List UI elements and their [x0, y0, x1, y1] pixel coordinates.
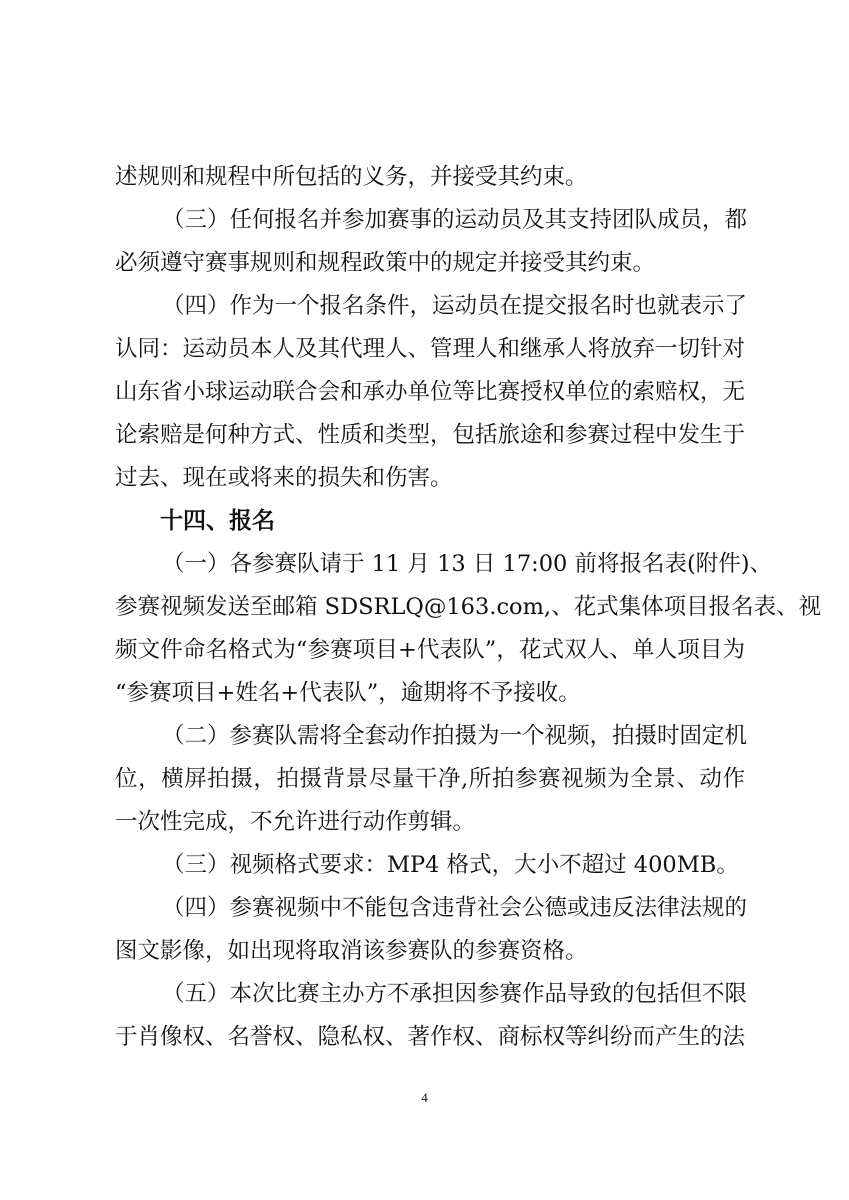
- paragraph-line: （三）任何报名并参加赛事的运动员及其支持团队成员，都: [162, 207, 748, 233]
- paragraph-line: （一）各参赛队请于 11 月 13 日 17:00 前将报名表(附件)、: [162, 551, 773, 577]
- paragraph-line: 过去、现在或将来的损失和伤害。: [115, 465, 453, 491]
- paragraph-line: （四）作为一个报名条件，运动员在提交报名时也就表示了: [162, 293, 748, 319]
- paragraph-line: 认同：运动员本人及其代理人、管理人和继承人将放弃一切针对: [115, 336, 746, 362]
- paragraph-line: 频文件命名格式为“参赛项目+代表队”，花式双人、单人项目为: [115, 637, 745, 663]
- page-number: 4: [421, 1090, 428, 1105]
- paragraph-line: 图文影像，如出现将取消该参赛队的参赛资格。: [115, 938, 588, 964]
- paragraph-line: 山东省小球运动联合会和承办单位等比赛授权单位的索赔权，无: [115, 379, 746, 405]
- paragraph-line: 必须遵守赛事规则和规程政策中的规定并接受其约束。: [115, 250, 656, 276]
- paragraph-line: 位，横屏拍摄，拍摄背景尽量干净,所拍参赛视频为全景、动作: [115, 766, 745, 792]
- paragraph-line: 于肖像权、名誉权、隐私权、著作权、商标权等纠纷而产生的法: [115, 1024, 746, 1050]
- paragraph-line: 一次性完成，不允许进行动作剪辑。: [115, 809, 476, 835]
- paragraph-line: （四）参赛视频中不能包含违背社会公德或违反法律法规的: [162, 895, 748, 921]
- paragraph-line: 参赛视频发送至邮箱 SDSRLQ@163.com,、花式集体项目报名表、视: [115, 594, 822, 620]
- paragraph-line: 述规则和规程中所包括的义务，并接受其约束。: [115, 164, 588, 190]
- paragraph-line: “参赛项目+姓名+代表队”，逾期将不予接收。: [115, 680, 581, 706]
- paragraph-line: （三）视频格式要求：MP4 格式，大小不超过 400MB。: [162, 852, 739, 878]
- paragraph-line: （二）参赛队需将全套动作拍摄为一个视频，拍摄时固定机: [162, 723, 748, 749]
- paragraph-line: 论索赔是何种方式、性质和类型，包括旅途和参赛过程中发生于: [115, 422, 746, 448]
- section-heading: 十四、报名: [160, 508, 275, 534]
- paragraph-line: （五）本次比赛主办方不承担因参赛作品导致的包括但不限: [162, 981, 748, 1007]
